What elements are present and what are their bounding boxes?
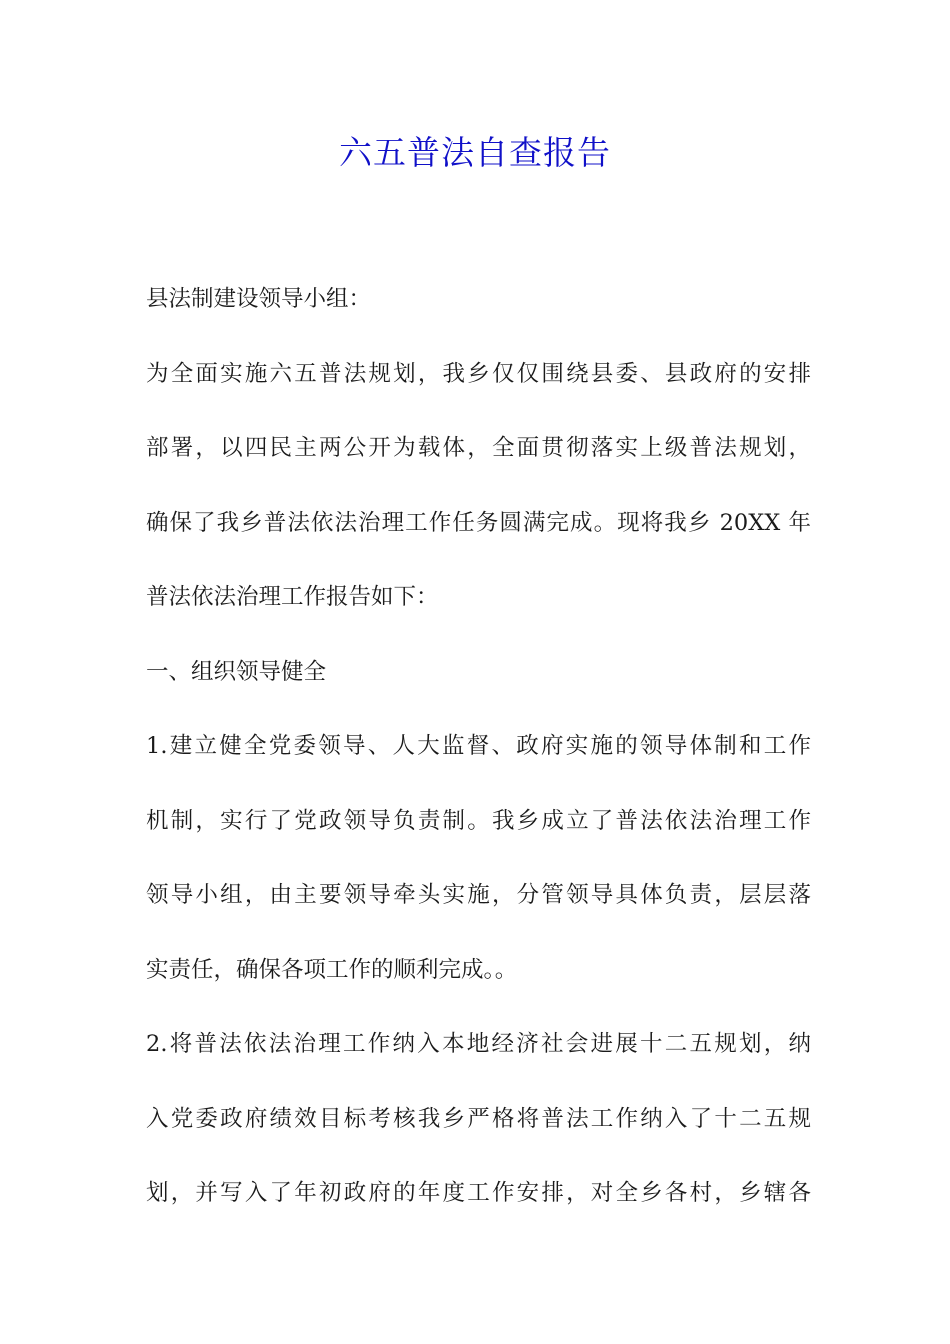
paragraph-line: 入党委政府绩效目标考核我乡严格将普法工作纳入了十二五规 xyxy=(146,1105,811,1132)
paragraph-line: 确保了我乡普法依法治理工作任务圆满完成。现将我乡 20XX 年 xyxy=(146,509,811,536)
paragraph-line: 2.将普法依法治理工作纳入本地经济社会进展十二五规划，纳 xyxy=(146,1031,811,1057)
paragraph-line: 普法依法治理工作报告如下： xyxy=(146,584,439,610)
salutation-line: 县法制建设领导小组： xyxy=(146,286,372,312)
document-body xyxy=(146,262,811,1231)
paragraph-line: 部署，以四民主两公开为载体，全面贯彻落实上级普法规划， xyxy=(146,435,811,461)
document-title: 六五普法自查报告 xyxy=(339,133,611,172)
paragraph-line: 1.建立健全党委领导、人大监督、政府实施的领导体制和工作 xyxy=(146,733,811,759)
paragraph-line: 机制，实行了党政领导负责制。我乡成立了普法依法治理工作 xyxy=(146,807,811,834)
paragraph-line: 领导小组，由主要领导牵头实施，分管领导具体负责，层层落 xyxy=(146,882,811,908)
paragraph-line: 划，并写入了年初政府的年度工作安排，对全乡各村，乡辖各 xyxy=(146,1180,811,1206)
paragraph-line: 为全面实施六五普法规划，我乡仅仅围绕县委、县政府的安排 xyxy=(146,360,811,387)
paragraph-line: 实责任，确保各项工作的顺利完成。。 xyxy=(146,956,518,983)
section-heading: 一、组织领导健全 xyxy=(146,658,327,685)
